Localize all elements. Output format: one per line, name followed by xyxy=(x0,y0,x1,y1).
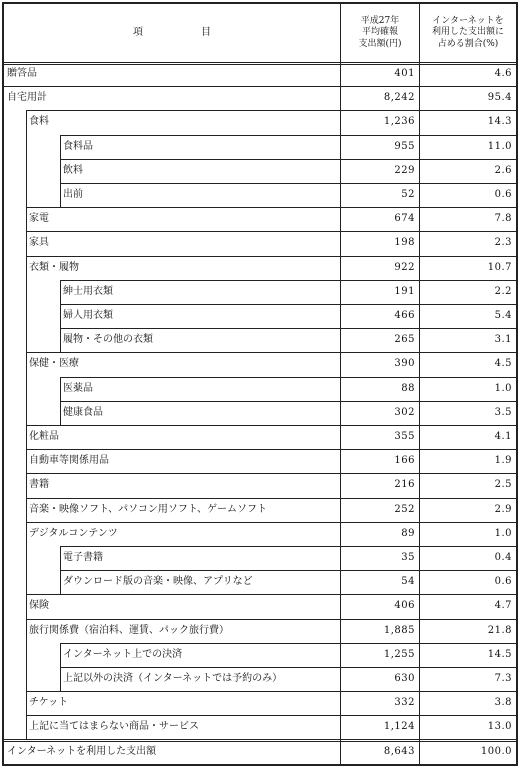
row-divider xyxy=(60,135,516,136)
row-share: 3.5 xyxy=(494,406,512,418)
row-label: 健康食品 xyxy=(63,406,103,418)
table-row xyxy=(4,594,516,618)
table-row xyxy=(4,546,516,570)
row-divider xyxy=(26,473,516,474)
row-amount: 630 xyxy=(340,667,420,691)
row-amount: 406 xyxy=(340,594,420,618)
row-label: 飲料 xyxy=(63,164,83,176)
total-label: インターネットを利用した支出額 xyxy=(7,745,157,757)
row-label: 上記以外の決済（インターネットでは予約のみ） xyxy=(63,673,283,685)
row-divider xyxy=(4,86,516,87)
table-row xyxy=(4,401,516,425)
table-row xyxy=(4,183,516,207)
row-share: 4.5 xyxy=(494,358,512,370)
row-amount: 216 xyxy=(340,473,420,497)
row-share: 2.5 xyxy=(494,479,512,491)
row-divider xyxy=(60,159,516,160)
table-row xyxy=(4,498,516,522)
row-divider xyxy=(26,231,516,232)
table-row xyxy=(4,667,516,691)
row-divider xyxy=(26,498,516,499)
row-share: 1.0 xyxy=(494,382,512,394)
table-row xyxy=(4,256,516,280)
row-label: 書籍 xyxy=(29,479,49,491)
row-amount: 8,242 xyxy=(340,86,420,110)
row-share: 11.0 xyxy=(487,140,512,152)
row-amount: 229 xyxy=(340,159,420,183)
row-label: 自宅用計 xyxy=(7,92,47,104)
row-divider xyxy=(26,352,516,353)
row-amount: 674 xyxy=(340,207,420,231)
table-row xyxy=(4,473,516,497)
row-amount: 89 xyxy=(340,522,420,546)
row-share: 2.6 xyxy=(494,164,512,176)
row-share: 10.7 xyxy=(487,261,512,273)
row-divider xyxy=(60,280,516,281)
row-share: 13.0 xyxy=(487,721,512,733)
row-amount: 198 xyxy=(340,231,420,255)
table-row xyxy=(4,522,516,546)
row-label: 保健・医療 xyxy=(29,358,79,370)
row-divider xyxy=(60,183,516,184)
row-divider xyxy=(60,304,516,305)
row-divider xyxy=(60,546,516,547)
row-amount: 401 xyxy=(340,62,420,86)
row-amount: 191 xyxy=(340,280,420,304)
row-share: 7.8 xyxy=(494,213,512,225)
row-share: 4.6 xyxy=(494,68,512,80)
row-divider xyxy=(26,425,516,426)
row-label: 食料品 xyxy=(63,140,93,152)
table-row xyxy=(4,570,516,594)
row-label: チケット xyxy=(29,697,69,709)
row-label: 家具 xyxy=(29,237,49,249)
row-share: 5.4 xyxy=(494,310,512,322)
indent-rule-level1 xyxy=(26,110,27,739)
row-share: 95.4 xyxy=(487,92,512,104)
table-row xyxy=(4,328,516,352)
table-row xyxy=(4,231,516,255)
row-amount: 466 xyxy=(340,304,420,328)
table-row xyxy=(4,62,516,86)
table-row xyxy=(4,377,516,401)
table-row xyxy=(4,110,516,134)
row-label: 出前 xyxy=(63,189,83,201)
row-divider xyxy=(60,328,516,329)
table-row xyxy=(4,643,516,667)
row-divider xyxy=(26,594,516,595)
row-amount: 332 xyxy=(340,691,420,715)
row-amount: 1,124 xyxy=(340,715,420,739)
table-row xyxy=(4,280,516,304)
row-amount: 35 xyxy=(340,546,420,570)
indent-rule-level2 xyxy=(60,546,61,594)
row-share: 0.4 xyxy=(494,552,512,564)
row-divider xyxy=(4,62,516,65)
table-row xyxy=(4,691,516,715)
row-label: 婦人用衣類 xyxy=(63,310,113,322)
row-label: 化粧品 xyxy=(29,431,59,443)
row-amount: 1,236 xyxy=(340,110,420,134)
table-row xyxy=(4,86,516,110)
table-row xyxy=(4,715,516,739)
row-divider xyxy=(60,377,516,378)
row-label: 旅行関係費（宿泊料、運賃、パック旅行費） xyxy=(29,624,229,636)
row-divider xyxy=(26,715,516,716)
row-label: 自動車等関係用品 xyxy=(29,455,109,467)
row-share: 14.3 xyxy=(487,116,512,128)
row-divider xyxy=(26,207,516,208)
indent-rule-level2 xyxy=(60,377,61,425)
row-amount: 355 xyxy=(340,425,420,449)
table-row xyxy=(4,304,516,328)
header-item: 項 目 xyxy=(133,26,235,38)
row-label: 贈答品 xyxy=(7,68,37,80)
row-divider xyxy=(60,570,516,571)
row-amount: 390 xyxy=(340,352,420,376)
row-divider xyxy=(26,256,516,257)
indent-rule-level2 xyxy=(60,280,61,353)
row-divider xyxy=(26,110,516,111)
row-divider xyxy=(26,449,516,450)
row-label: 上記に当てはまらない商品・サービス xyxy=(29,721,199,733)
row-label: 音楽・映像ソフト、パソコン用ソフト、ゲームソフト xyxy=(29,503,267,515)
row-divider xyxy=(26,691,516,692)
row-share: 4.7 xyxy=(494,600,512,612)
table-row xyxy=(4,449,516,473)
row-divider xyxy=(60,667,516,668)
row-share: 3.8 xyxy=(494,697,512,709)
row-label: 家電 xyxy=(29,213,49,225)
row-label: 衣類・履物 xyxy=(29,261,79,273)
row-amount: 54 xyxy=(340,570,420,594)
row-amount: 252 xyxy=(340,498,420,522)
row-share: 1.0 xyxy=(494,527,512,539)
table-row xyxy=(4,619,516,643)
row-amount: 922 xyxy=(340,256,420,280)
row-share: 0.6 xyxy=(494,189,512,201)
total-row xyxy=(4,740,516,764)
header-amount: 平成27年 平均確報 支出額(円) xyxy=(340,4,420,62)
indent-rule-level2 xyxy=(60,135,61,208)
total-amount: 8,643 xyxy=(340,740,420,764)
row-amount: 955 xyxy=(340,135,420,159)
row-share: 2.9 xyxy=(494,503,512,515)
row-divider xyxy=(60,643,516,644)
expenditure-table xyxy=(2,2,518,766)
table-row xyxy=(4,135,516,159)
row-share: 14.5 xyxy=(487,648,512,660)
indent-rule-level2 xyxy=(60,643,61,691)
row-label: 履物・その他の衣類 xyxy=(63,334,153,346)
row-share: 2.2 xyxy=(494,285,512,297)
row-label: 電子書籍 xyxy=(63,552,103,564)
row-amount: 302 xyxy=(340,401,420,425)
row-label: デジタルコンテンツ xyxy=(29,527,118,539)
row-label: 食料 xyxy=(29,116,49,128)
row-label: 紳士用衣類 xyxy=(63,285,113,297)
row-share: 3.1 xyxy=(494,334,512,346)
row-label: 保険 xyxy=(29,600,49,612)
row-share: 1.9 xyxy=(494,455,512,467)
row-divider xyxy=(26,619,516,620)
row-share: 0.6 xyxy=(494,576,512,588)
total-share: 100.0 xyxy=(480,745,512,757)
row-label: ダウンロード版の音楽・映像、アプリなど xyxy=(63,576,253,588)
row-amount: 1,255 xyxy=(340,643,420,667)
table-row xyxy=(4,352,516,376)
row-share: 4.1 xyxy=(494,431,512,443)
row-label: インターネット上での決済 xyxy=(63,648,183,660)
header-share: インターネットを 利用した支出額に 占める割合(%) xyxy=(431,16,504,49)
row-divider xyxy=(60,401,516,402)
row-amount: 88 xyxy=(340,377,420,401)
row-amount: 52 xyxy=(340,183,420,207)
row-amount: 1,885 xyxy=(340,619,420,643)
table-header xyxy=(4,4,516,62)
table-row xyxy=(4,159,516,183)
row-amount: 265 xyxy=(340,328,420,352)
row-share: 21.8 xyxy=(487,624,512,636)
row-amount: 166 xyxy=(340,449,420,473)
row-share: 7.3 xyxy=(494,673,512,685)
total-divider xyxy=(4,739,516,742)
table-row xyxy=(4,425,516,449)
row-divider xyxy=(26,522,516,523)
row-share: 2.3 xyxy=(494,237,512,249)
row-label: 医薬品 xyxy=(63,382,93,394)
table-row xyxy=(4,207,516,231)
